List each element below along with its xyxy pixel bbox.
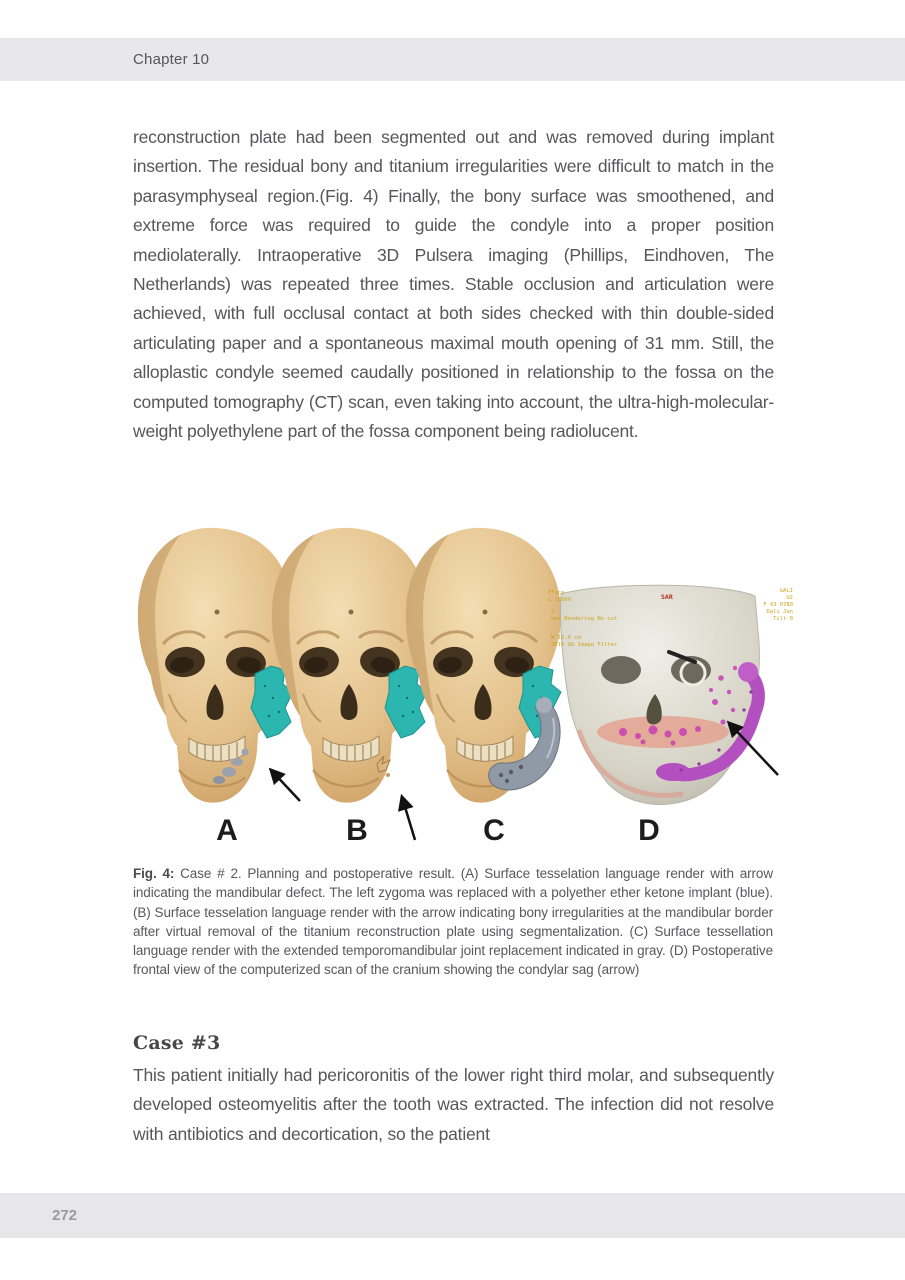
- ct-meta-left-line: L 16860: [548, 597, 572, 603]
- page-number: 272: [52, 1207, 78, 1224]
- figure-4-image: [125, 520, 805, 860]
- ct-meta-right-line: Tilt 0: [773, 616, 793, 622]
- panel-label-a: A: [216, 814, 238, 847]
- ct-meta-right-line: U2: [786, 595, 793, 601]
- ct-meta-left-line: 2010 Gb Image Filter: [551, 642, 618, 648]
- ct-meta-left-line: ume Rendering No cut: [551, 616, 618, 622]
- figure-caption-label: Fig. 4:: [133, 866, 175, 881]
- page-footer: [0, 1193, 905, 1238]
- ct-meta-right-line: F 43 0780: [763, 602, 793, 608]
- figure-caption-text: Case # 2. Planning and postoperative result. (A) Surface tesselation language render with arrow indicating the mandibular defect. The left zygoma was replaced with a polyether ether ketone implant (blue). (B) Surface tesselation language render with the arrow indicating bony irregularities at the mandibular border after virtual removal of the titanium reconstruction plate using segmentalization. (C) Surface tessellation language render with the extended temporomandibular joint replacement indicated in gray. (D) Postoperative frontal view of the computerized scan of the cranium showing the condylar sag (arrow): [133, 866, 773, 978]
- panel-label-d: D: [638, 814, 660, 847]
- arrow-annotation-a: [271, 770, 300, 801]
- paragraph-case3: This patient initially had pericoronitis of the lower right third molar, and subsequently developed osteomyelitis after the tooth was extracted. The infection did not resolve with antibiotics and decortication, so the patient: [133, 1065, 774, 1144]
- ct-meta-left-line: W 16.9 cm: [551, 635, 581, 641]
- ct-sar-label: SAR: [661, 593, 673, 601]
- panel-label-c: C: [483, 814, 505, 847]
- page-header: [0, 38, 905, 81]
- panel-label-b: B: [346, 814, 368, 847]
- paragraph-case2: reconstruction plate had been segmented out and was removed during implant insertion. The residual bony and titanium irregularities were difficult to match in the parasymphyseal region.(Fig. 4) Finally, the bony surface was smoothened, and extreme force was required to guide the condyle into a proper position mediolaterally. Intraoperative 3D Pulsera imaging (Phillips, Eindhoven, The Netherlands) was repeated three times. Stable occlusion and articulation were achieved, with full occlusal contact at both sides checked with thin double-sided articulating paper and a spontaneous maximal mouth opening of 31 mm. Still, the alloplastic condyle seemed caudally positioned in relationship to the fossa on the computed tomography (CT) scan, even taking into account, the ultra-high-molecular-weight polyethylene part of the fossa component being radiolucent.: [133, 127, 774, 442]
- figure-4-caption: [133, 864, 773, 980]
- ct-meta-left-line: FFace: [548, 590, 565, 596]
- skull-render-b: [272, 528, 427, 803]
- skull-render-a: [138, 528, 293, 803]
- section-heading-case3: Case #3: [133, 1032, 221, 1054]
- skull-render-c: [406, 528, 561, 803]
- ct-render-d: [548, 585, 793, 804]
- arrow-annotation-b: [402, 797, 415, 840]
- figure-4: [125, 520, 805, 860]
- ct-meta-left-line: 3: [551, 609, 555, 615]
- chapter-label: Chapter 10: [133, 51, 210, 68]
- ct-meta-right-line: GALI: [779, 588, 793, 594]
- ct-meta-right-line: Dali Jan: [766, 609, 793, 615]
